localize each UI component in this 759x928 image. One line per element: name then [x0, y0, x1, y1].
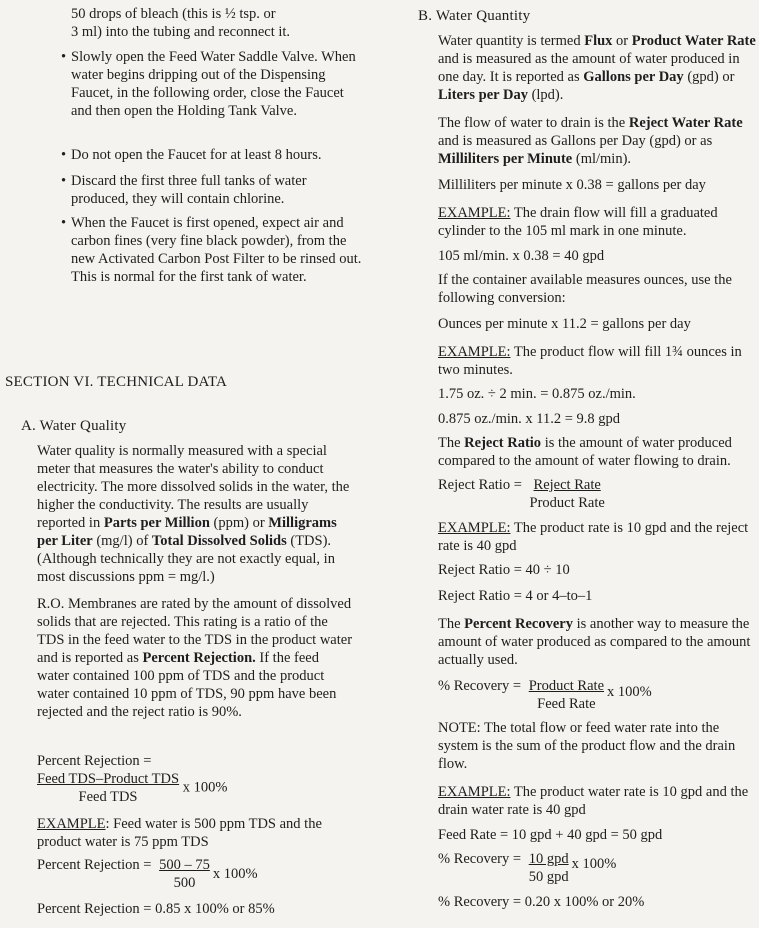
ounces-per-minute-calc: 1.75 oz. ÷ 2 min. = 0.875 oz./min. [438, 386, 636, 402]
reject-ratio-example: EXAMPLE: The product rate is 10 gpd and the reject rate is 40 gpd [438, 520, 749, 554]
percent-rejection-label: Percent Rejection = [37, 753, 152, 769]
recovery-result: % Recovery = 0.20 x 100% or 20% [438, 894, 645, 910]
ounces-conversion-note: If the container available measures ounces, use the following conversion: [438, 272, 732, 306]
intro-line-1: 50 drops of bleach (this is ½ tsp. or [71, 6, 276, 22]
product-flow-example: EXAMPLE: The product flow will fill 1¾ ounces in two minutes. [438, 344, 742, 378]
recovery-calculation: % Recovery = $\frac{\text{10 gpd}}{\text{50 gpd}}$ x 100% [438, 851, 617, 885]
bullet-item: • Discard the first three full tanks of water produced, they will contain chlorine. [61, 172, 366, 208]
calc-denominator: 500 [173, 875, 196, 891]
percent-rejection-calculation: Percent Rejection = $\frac{500 - 75}{500}$ x 100% [37, 857, 258, 891]
recovery-example: EXAMPLE: The product water rate is 10 gpd and the drain water rate is 40 gpd [438, 784, 749, 818]
water-quality-paragraph-2: R.O. Membranes are rated by the amount of dissolved solids that are rejected. This rating is a ratio of the TDS in the feed water to the TDS in the product water and is reported as Percent Rejection. If the feed water contained 100 ppm of TDS and the product water contained 10 ppm of TDS, 90 ppm have been rejected and the reject ratio is 90%. [37, 596, 353, 720]
recovery-calc-numerator: 10 gpd [528, 851, 569, 867]
percent-recovery-definition: The Percent Recovery is another way to measure the amount of water produced as compared to the amount actually used. [438, 616, 751, 668]
intro-line-2: 3 ml) into the tubing and reconnect it. [71, 24, 291, 40]
percent-recovery-formula: % Recovery = $\frac{\text{Product Rate}}{\text{Feed Rate}}$ x 100% [438, 678, 652, 712]
recovery-calc-denominator: 50 gpd [528, 869, 569, 885]
gallons-per-day-calc: 0.875 oz./min. x 11.2 = 9.8 gpd [438, 411, 621, 427]
reject-ratio-definition: The Reject Ratio is the amount of water produced compared to the amount of water flowing to drain. [438, 435, 732, 469]
recovery-numerator: Product Rate [528, 678, 605, 694]
conversion-formula-ml: Milliliters per minute x 0.38 = gallons per day [438, 177, 706, 193]
bullet-item: • When the Faucet is first opened, expect air and carbon fines (very fine black powder), from the new Activated Carbon Post Filter to be rinsed out. This is normal for the first tank of water. [61, 214, 366, 286]
water-quality-heading: A. Water Quality [21, 418, 127, 434]
flow-note: NOTE: The total flow or feed water rate into the system is the sum of the product flow and the drain flow. [438, 720, 736, 772]
formula-denominator: Feed TDS [78, 789, 138, 805]
section-title: SECTION VI. TECHNICAL DATA [5, 374, 228, 390]
calc-numerator: 500 – 75 [159, 857, 210, 873]
water-quantity-paragraph-1: Water quantity is termed Flux or Product Water Rate and is measured as the amount of water produced in one day. It is reported as Gallons per Day (gpd) or Liters per Day (lpd). [438, 33, 756, 103]
percent-rejection-result: Percent Rejection = 0.85 x 100% or 85% [37, 901, 275, 917]
reject-ratio-denominator: Product Rate [529, 495, 605, 511]
reject-ratio-result: Reject Ratio = 4 or 4–to–1 [438, 588, 593, 604]
water-quantity-heading: B. Water Quantity [418, 8, 531, 24]
rejection-example: EXAMPLE: Feed water is 500 ppm TDS and the product water is 75 ppm TDS [37, 816, 322, 850]
bullet-item: • Do not open the Faucet for at least 8 hours. [61, 146, 366, 164]
drain-flow-calculation: 105 ml/min. x 0.38 = 40 gpd [438, 248, 605, 264]
percent-rejection-formula [37, 770, 227, 806]
water-quality-paragraph-1: Water quality is normally measured with a special meter that measures the water's ability to conduct electricity. The more dissolved solids in the water, the higher the conductivity. The results are usually reported in Parts per Million (ppm) or Milligrams per Liter (mg/l) of Total Dissolved Solids (TDS). (Although technically they are not exactly equal, in most discussions ppm = mg/l.) [37, 443, 350, 585]
reject-ratio-calc: Reject Ratio = 40 ÷ 10 [438, 562, 570, 578]
conversion-formula-oz: Ounces per minute x 11.2 = gallons per day [438, 316, 691, 332]
drain-flow-example: EXAMPLE: The drain flow will fill a graduated cylinder to the 105 ml mark in one minute. [438, 205, 718, 239]
formula-multiplier: x 100% [182, 779, 228, 796]
reject-ratio-formula: Reject Ratio = $\frac{\text{Reject Rate}}{\text{Product Rate}}$ [438, 477, 605, 511]
feed-rate-calc: Feed Rate = 10 gpd + 40 gpd = 50 gpd [438, 827, 663, 843]
formula-numerator: Feed TDS–Product TDS [37, 771, 180, 787]
reject-ratio-numerator: Reject Rate [533, 477, 601, 493]
bullet-item: • Slowly open the Feed Water Saddle Valve. When water begins dripping out of the Dispensing Faucet, in the following order, close the Faucet and then open the Holding Tank Valve. [61, 48, 366, 120]
water-quantity-paragraph-2: The flow of water to drain is the Reject Water Rate and is measured as Gallons per Day (gpd) or as Milliliters per Minute (ml/min). [438, 115, 743, 167]
recovery-denominator: Feed Rate [537, 696, 596, 712]
